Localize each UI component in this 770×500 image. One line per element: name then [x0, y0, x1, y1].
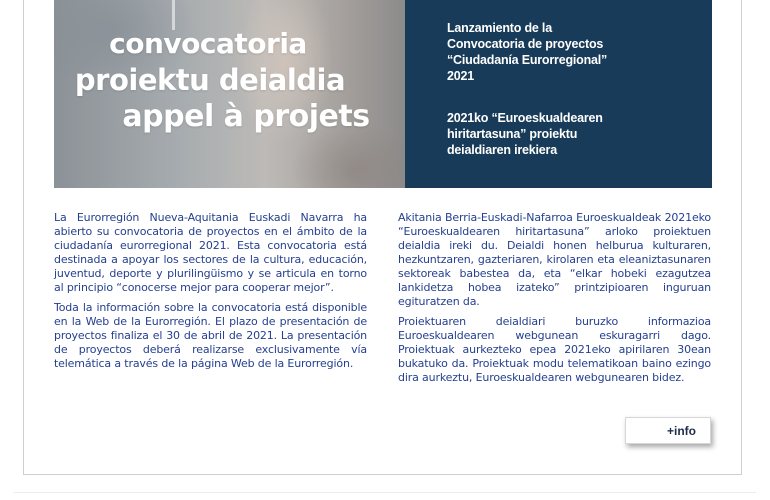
banner-photo	[54, 0, 405, 188]
headline-french: appel à projets	[122, 99, 370, 134]
photo-detail	[172, 0, 175, 30]
spanish-paragraph-2: Toda la información sobre la convocatoria está disponible en la Web de la Eurorregión. El plazo de presentación de proyectos finaliza el 30 de abril de 2021. La presentación de proyectos deberá realizarse exclusivamente vía telemática a través de la página Web de la Eurorregión.	[54, 301, 367, 370]
spanish-column	[54, 211, 367, 377]
section-divider	[14, 492, 756, 493]
panel-title-basque: 2021ko “Euroeskualdearen hiritartasuna” proiektu deialdiaren irekiera	[447, 111, 603, 157]
basque-paragraph-1: Akitania Berria-Euskadi-Nafarroa Euroeskualdeak 2021eko “Euroeskualdearen hiritartasuna” arloko proiektuen deialdia ireki du. Deialdi honen helburua kulturaren, hezkuntzaren, gazteriaren, kirolaren eta eleaniztasunaren sektoreak babestea da, eta “elkar hobeki ezagutzea lankidetza hobea izateko” printzipioaren inguruan egituratzen da.	[398, 211, 711, 308]
headline-basque: proiektu deialdia	[74, 63, 346, 97]
spanish-paragraph-1: La Eurorregión Nueva-Aquitania Euskadi Navarra ha abierto su convocatoria de proyectos en el ámbito de la ciudadanía eurorregional 2021. Esta convocatoria está destinada a apoyar los sectores de la cultura, educación, juventud, deporte y plurilingüismo y se articula en torno al principio “conocerse mejor para cooperar mejor”.	[54, 211, 367, 294]
hero-banner	[54, 0, 712, 188]
more-info-button[interactable]: +info	[625, 417, 711, 444]
basque-paragraph-2: Proiektuaren deialdiari buruzko informazioa Euroeskualdearen webgunean eskuragarri dago. Proiektuak aurkezteko epea 2021eko apirilaren 30ean bukatuko da. Proiektuak modu telematikoan baino ezingo dira aurkeztu, Euroeskualdearen webgunearen bidez.	[398, 315, 711, 384]
panel-title-spanish: Lanzamiento de la Convocatoria de proyectos “Ciudadanía Eurorregional” 2021	[447, 21, 608, 83]
basque-column	[398, 211, 711, 391]
banner-info-panel	[405, 0, 712, 188]
headline-spanish: convocatoria	[109, 27, 307, 60]
